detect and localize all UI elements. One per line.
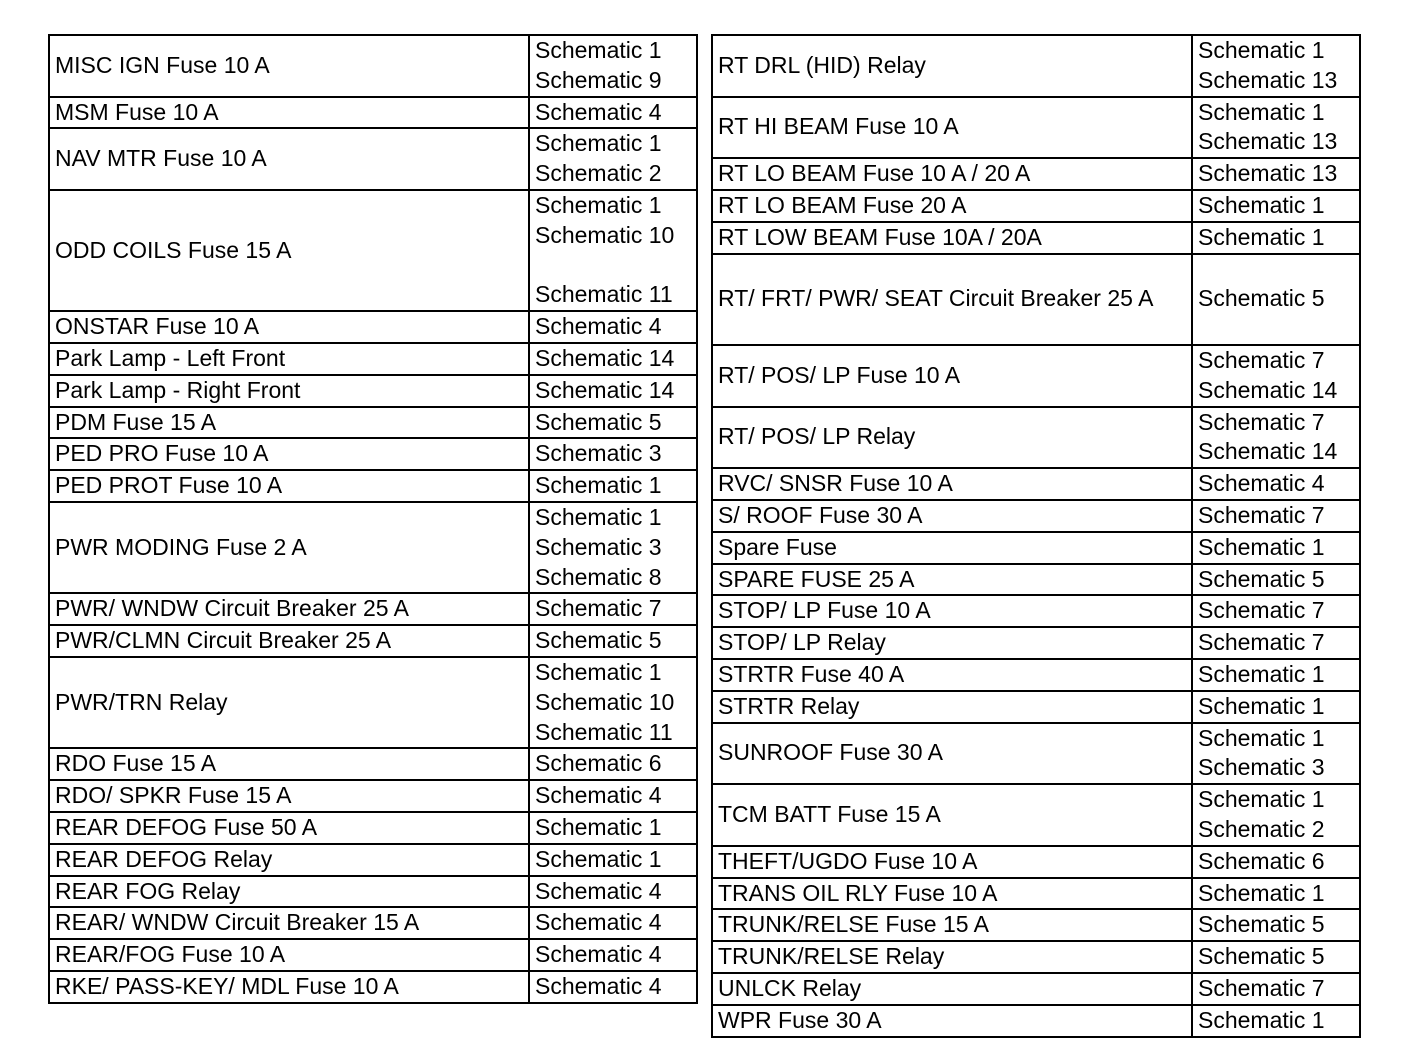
schematic-ref-cell xyxy=(529,625,697,657)
component-name-cell: RT LOW BEAM Fuse 10A / 20A xyxy=(712,222,1192,254)
schematic-ref: Schematic 4 xyxy=(535,313,662,340)
schematic-ref: Schematic 1 xyxy=(1198,37,1325,63)
schematic-ref-cell xyxy=(1192,941,1360,973)
component-name-cell: ODD COILS Fuse 15 A xyxy=(49,190,529,311)
table-row xyxy=(712,723,1360,785)
table-row xyxy=(49,907,697,939)
schematic-ref: Schematic 1 xyxy=(535,658,662,685)
schematic-ref-cell xyxy=(1192,345,1360,407)
schematic-ref: Schematic 4 xyxy=(1198,470,1325,497)
table-row xyxy=(49,438,697,470)
schematic-ref: Schematic 1 xyxy=(535,191,662,218)
component-name-cell: TRANS OIL RLY Fuse 10 A xyxy=(712,878,1192,910)
component-name-cell: PWR/ WNDW Circuit Breaker 25 A xyxy=(49,593,529,625)
table-row xyxy=(49,502,697,593)
component-name-cell: MISC IGN Fuse 10 A xyxy=(49,35,529,97)
table-row xyxy=(712,878,1360,910)
schematic-ref-cell xyxy=(529,438,697,470)
table-row xyxy=(49,939,697,971)
schematic-ref: Schematic 14 xyxy=(1198,438,1338,465)
schematic-ref-cell xyxy=(1192,659,1360,691)
schematic-ref: Schematic 7 xyxy=(1198,501,1325,528)
component-name-cell: RT LO BEAM Fuse 20 A xyxy=(712,190,1192,222)
schematic-ref xyxy=(1198,255,1359,285)
schematic-ref-cell xyxy=(1192,627,1360,659)
component-name-cell: Spare Fuse xyxy=(712,532,1192,564)
schematic-ref-cell xyxy=(529,502,697,593)
component-name-cell: PWR MODING Fuse 2 A xyxy=(49,502,529,593)
schematic-ref-cell xyxy=(529,97,697,129)
schematic-ref: Schematic 1 xyxy=(535,472,662,499)
schematic-ref: Schematic 5 xyxy=(1198,911,1325,938)
table-row xyxy=(712,595,1360,627)
table-row xyxy=(712,468,1360,500)
component-name-cell: TCM BATT Fuse 15 A xyxy=(712,784,1192,846)
schematic-ref: Schematic 1 xyxy=(1198,98,1325,125)
table-row xyxy=(712,564,1360,596)
table-row xyxy=(712,846,1360,878)
schematic-ref: Schematic 10 xyxy=(535,221,675,248)
component-name-cell: REAR/ WNDW Circuit Breaker 15 A xyxy=(49,907,529,939)
schematic-ref-cell xyxy=(1192,97,1360,159)
table-row xyxy=(49,780,697,812)
component-name-cell: REAR/FOG Fuse 10 A xyxy=(49,939,529,971)
component-name-cell: TRUNK/RELSE Relay xyxy=(712,941,1192,973)
schematic-ref-cell xyxy=(1192,846,1360,878)
component-name-cell: RDO Fuse 15 A xyxy=(49,748,529,780)
component-name-cell: THEFT/UGDO Fuse 10 A xyxy=(712,846,1192,878)
table-row xyxy=(712,158,1360,190)
schematic-ref: Schematic 7 xyxy=(535,595,662,622)
schematic-ref-cell xyxy=(1192,784,1360,846)
table-row xyxy=(49,971,697,1003)
component-name-cell: RT/ POS/ LP Fuse 10 A xyxy=(712,345,1192,407)
table-row xyxy=(712,407,1360,469)
component-name-cell: Park Lamp - Right Front xyxy=(49,375,529,407)
table-row xyxy=(49,876,697,908)
component-name-cell: WPR Fuse 30 A xyxy=(712,1005,1192,1037)
schematic-ref: Schematic 7 xyxy=(1198,346,1325,373)
schematic-ref-cell xyxy=(1192,222,1360,254)
component-name-cell: RT DRL (HID) Relay xyxy=(712,35,1192,97)
fuse-table-right-body xyxy=(712,35,1360,1037)
component-name-cell: PDM Fuse 15 A xyxy=(49,407,529,439)
component-name-cell: PED PROT Fuse 10 A xyxy=(49,470,529,502)
component-name-cell: PED PRO Fuse 10 A xyxy=(49,438,529,470)
component-name-cell: RT HI BEAM Fuse 10 A xyxy=(712,97,1192,159)
schematic-ref-cell xyxy=(529,939,697,971)
table-row xyxy=(49,593,697,625)
schematic-ref-cell xyxy=(529,657,697,748)
schematic-ref: Schematic 7 xyxy=(1198,408,1325,435)
schematic-ref: Schematic 1 xyxy=(1198,533,1325,560)
component-name-cell: STRTR Relay xyxy=(712,691,1192,723)
component-name-cell: STRTR Fuse 40 A xyxy=(712,659,1192,691)
table-row xyxy=(49,470,697,502)
table-row xyxy=(712,532,1360,564)
table-row xyxy=(712,97,1360,159)
table-row xyxy=(712,909,1360,941)
component-name-cell: RKE/ PASS-KEY/ MDL Fuse 10 A xyxy=(49,971,529,1003)
schematic-ref: Schematic 5 xyxy=(1198,285,1325,312)
schematic-ref: Schematic 1 xyxy=(1198,879,1325,906)
component-name-cell: RT/ POS/ LP Relay xyxy=(712,407,1192,469)
schematic-ref: Schematic 4 xyxy=(535,972,662,999)
schematic-ref: Schematic 7 xyxy=(1198,597,1325,624)
component-name-cell: S/ ROOF Fuse 30 A xyxy=(712,500,1192,532)
fuse-table-left-body xyxy=(49,35,697,1003)
schematic-ref-cell xyxy=(1192,723,1360,785)
table-row xyxy=(712,254,1360,345)
schematic-ref: Schematic 1 xyxy=(1198,724,1325,751)
table-row xyxy=(712,784,1360,846)
schematic-ref-cell xyxy=(529,748,697,780)
schematic-ref: Schematic 11 xyxy=(535,281,673,308)
schematic-ref-cell xyxy=(529,907,697,939)
table-row xyxy=(712,500,1360,532)
schematic-ref: Schematic 6 xyxy=(1198,847,1325,874)
component-name-cell: REAR FOG Relay xyxy=(49,876,529,908)
table-row xyxy=(49,657,697,748)
component-name-cell: Park Lamp - Left Front xyxy=(49,343,529,375)
schematic-ref: Schematic 13 xyxy=(1198,128,1338,155)
schematic-ref: Schematic 1 xyxy=(1198,191,1325,218)
schematic-ref: Schematic 9 xyxy=(535,66,662,93)
table-row xyxy=(712,659,1360,691)
schematic-ref: Schematic 1 xyxy=(535,37,662,63)
schematic-ref-cell xyxy=(529,407,697,439)
schematic-ref xyxy=(1198,314,1359,344)
schematic-ref: Schematic 1 xyxy=(1198,1006,1325,1033)
component-name-cell: RDO/ SPKR Fuse 15 A xyxy=(49,780,529,812)
schematic-ref: Schematic 4 xyxy=(535,909,662,936)
table-row xyxy=(712,941,1360,973)
schematic-ref: Schematic 1 xyxy=(1198,660,1325,687)
schematic-ref: Schematic 1 xyxy=(535,845,662,872)
schematic-ref: Schematic 4 xyxy=(535,98,662,125)
schematic-ref: Schematic 13 xyxy=(1198,66,1338,93)
schematic-ref: Schematic 5 xyxy=(1198,943,1325,970)
component-name-cell: REAR DEFOG Fuse 50 A xyxy=(49,812,529,844)
component-name-cell: RT LO BEAM Fuse 10 A / 20 A xyxy=(712,158,1192,190)
schematic-ref xyxy=(535,251,696,281)
schematic-ref-cell xyxy=(1192,500,1360,532)
table-row xyxy=(49,375,697,407)
schematic-ref: Schematic 2 xyxy=(535,160,662,187)
component-name-cell: STOP/ LP Fuse 10 A xyxy=(712,595,1192,627)
schematic-ref-cell xyxy=(1192,595,1360,627)
schematic-ref: Schematic 8 xyxy=(535,563,662,590)
component-name-cell: RT/ FRT/ PWR/ SEAT Circuit Breaker 25 A xyxy=(712,254,1192,345)
schematic-ref-cell xyxy=(529,844,697,876)
schematic-ref-cell xyxy=(529,343,697,375)
table-row xyxy=(49,748,697,780)
component-name-cell: ONSTAR Fuse 10 A xyxy=(49,311,529,343)
fuse-table-left xyxy=(48,34,698,1004)
schematic-ref: Schematic 3 xyxy=(535,440,662,467)
component-name-cell: SUNROOF Fuse 30 A xyxy=(712,723,1192,785)
schematic-ref: Schematic 1 xyxy=(535,503,662,530)
schematic-ref: Schematic 2 xyxy=(1198,815,1325,842)
schematic-ref-cell xyxy=(1192,190,1360,222)
schematic-ref-cell xyxy=(1192,158,1360,190)
component-name-cell: TRUNK/RELSE Fuse 15 A xyxy=(712,909,1192,941)
schematic-ref: Schematic 10 xyxy=(535,688,675,715)
table-row xyxy=(49,343,697,375)
schematic-ref-cell xyxy=(1192,468,1360,500)
schematic-ref: Schematic 4 xyxy=(535,782,662,809)
schematic-ref: Schematic 14 xyxy=(535,376,675,403)
schematic-ref-cell xyxy=(529,190,697,311)
schematic-ref: Schematic 6 xyxy=(535,750,662,777)
component-name-cell: PWR/TRN Relay xyxy=(49,657,529,748)
component-name-cell: REAR DEFOG Relay xyxy=(49,844,529,876)
schematic-ref-cell xyxy=(1192,532,1360,564)
schematic-ref-cell xyxy=(529,780,697,812)
schematic-ref-cell xyxy=(529,812,697,844)
schematic-ref: Schematic 11 xyxy=(535,718,673,745)
schematic-ref-cell xyxy=(529,593,697,625)
table-row xyxy=(712,35,1360,97)
table-row xyxy=(49,844,697,876)
schematic-ref: Schematic 14 xyxy=(1198,376,1338,403)
table-row xyxy=(49,97,697,129)
table-row xyxy=(49,812,697,844)
component-name-cell: RVC/ SNSR Fuse 10 A xyxy=(712,468,1192,500)
component-name-cell: MSM Fuse 10 A xyxy=(49,97,529,129)
component-name-cell: UNLCK Relay xyxy=(712,973,1192,1005)
schematic-ref: Schematic 5 xyxy=(1198,565,1325,592)
schematic-ref-cell xyxy=(1192,35,1360,97)
schematic-ref: Schematic 13 xyxy=(1198,160,1338,187)
schematic-ref-cell xyxy=(529,311,697,343)
table-row xyxy=(712,973,1360,1005)
schematic-ref-cell xyxy=(1192,407,1360,469)
table-row xyxy=(49,311,697,343)
table-row xyxy=(712,627,1360,659)
table-row xyxy=(49,407,697,439)
schematic-ref: Schematic 1 xyxy=(1198,692,1325,719)
schematic-ref-cell xyxy=(529,128,697,190)
schematic-ref-cell xyxy=(1192,973,1360,1005)
schematic-ref-cell xyxy=(529,470,697,502)
table-row xyxy=(712,222,1360,254)
table-row xyxy=(712,691,1360,723)
schematic-ref: Schematic 7 xyxy=(1198,974,1325,1001)
schematic-ref: Schematic 1 xyxy=(535,813,662,840)
component-name-cell: NAV MTR Fuse 10 A xyxy=(49,128,529,190)
table-row xyxy=(712,345,1360,407)
schematic-ref-cell xyxy=(1192,691,1360,723)
schematic-ref-cell xyxy=(1192,564,1360,596)
table-row xyxy=(49,625,697,657)
table-row xyxy=(712,190,1360,222)
schematic-ref: Schematic 3 xyxy=(535,533,662,560)
schematic-ref-cell xyxy=(529,971,697,1003)
schematic-ref: Schematic 1 xyxy=(1198,786,1325,813)
table-row xyxy=(49,35,697,97)
component-name-cell: STOP/ LP Relay xyxy=(712,627,1192,659)
schematic-ref: Schematic 1 xyxy=(535,130,662,157)
component-name-cell: PWR/CLMN Circuit Breaker 25 A xyxy=(49,625,529,657)
schematic-ref: Schematic 5 xyxy=(535,408,662,435)
table-row xyxy=(712,1005,1360,1037)
table-row xyxy=(49,128,697,190)
schematic-ref-cell xyxy=(1192,1005,1360,1037)
schematic-ref-cell xyxy=(529,375,697,407)
schematic-ref: Schematic 5 xyxy=(535,627,662,654)
schematic-ref-cell xyxy=(529,876,697,908)
schematic-ref-cell xyxy=(1192,909,1360,941)
schematic-ref: Schematic 4 xyxy=(535,941,662,968)
component-name-cell: SPARE FUSE 25 A xyxy=(712,564,1192,596)
fuse-table-right xyxy=(711,34,1361,1038)
schematic-ref: Schematic 3 xyxy=(1198,754,1325,781)
schematic-ref-cell xyxy=(1192,878,1360,910)
table-row xyxy=(49,190,697,311)
schematic-ref: Schematic 14 xyxy=(535,344,675,371)
schematic-ref: Schematic 7 xyxy=(1198,629,1325,656)
schematic-ref-cell xyxy=(1192,254,1360,345)
schematic-ref: Schematic 1 xyxy=(1198,223,1325,250)
schematic-ref-cell xyxy=(529,35,697,97)
schematic-ref: Schematic 4 xyxy=(535,877,662,904)
